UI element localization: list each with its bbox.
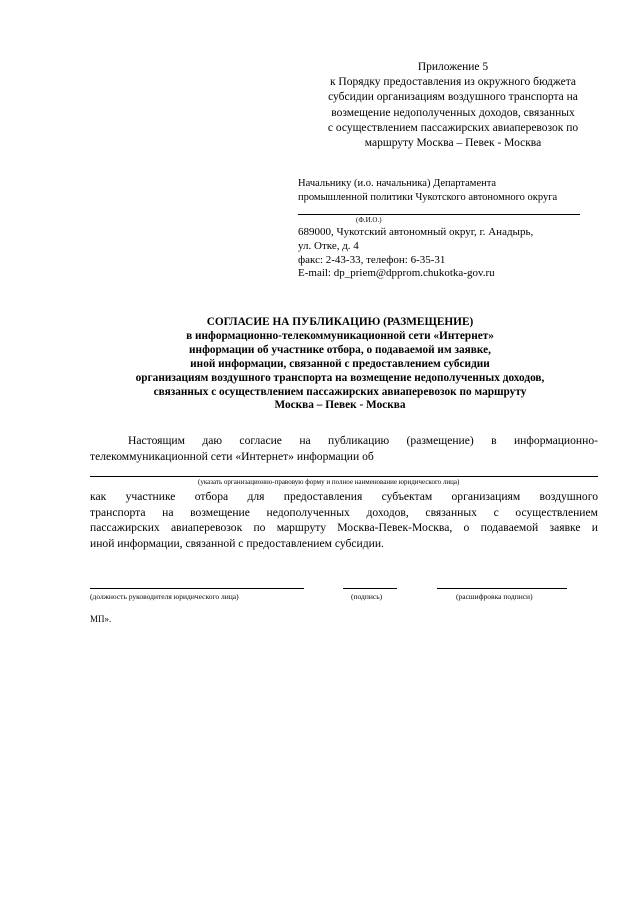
title-line: СОГЛАСИЕ НА ПУБЛИКАЦИЮ (РАЗМЕЩЕНИЕ) <box>206 316 474 328</box>
decode-caption: (расшифровка подписи) <box>456 592 533 601</box>
consent-paragraph-1 <box>90 433 598 464</box>
contact-line: E-mail: dp_priem@dpprom.chukotka-gov.ru <box>298 267 495 280</box>
appendix-line: маршруту Москва – Певек - Москва <box>364 137 542 150</box>
appendix-line: к Порядку предоставления из окружного бюджета <box>329 76 577 89</box>
title-line: связанных с осуществлением пассажирских авиаперевозок по маршруту <box>153 385 527 398</box>
title-line: Москва – Певек - Москва <box>274 399 406 412</box>
consent-line: транспорта на возмещение недополученных доходов, связанных с осуществлением <box>90 505 598 519</box>
consent-line: Настоящим даю согласие на публикацию (размещение) в информационно- <box>128 434 598 447</box>
title-line: организациям воздушного транспорта на возмещение недополученных доходов, <box>135 371 545 384</box>
contact-block <box>298 226 533 281</box>
appendix-header <box>298 60 608 151</box>
addressee-line: Начальнику (и.о. начальника) Департамента <box>298 178 497 189</box>
appendix-line: Приложение 5 <box>417 61 489 73</box>
fio-field-line[interactable] <box>298 214 580 215</box>
title-line: иной информации, связанной с предоставлением субсидии <box>190 357 490 370</box>
title-line: в информационно-телекоммуникационной сети «Интернет» <box>186 329 494 342</box>
appendix-line: с осуществлением пассажирских авиаперевозок по <box>327 121 579 134</box>
org-name-field-line[interactable] <box>90 476 598 477</box>
signature-field-line[interactable] <box>343 588 397 589</box>
fio-caption: (Ф.И.О.) <box>356 216 382 224</box>
addressee-block <box>298 177 618 204</box>
consent-line: телекоммуникационной сети «Интернет» информации об <box>90 449 374 463</box>
consent-line: иной информации, связанной с предоставлением субсидии. <box>90 536 384 550</box>
position-field-line[interactable] <box>90 588 304 589</box>
consent-line: как участнике отбора для предоставления субъектам организациям воздушного <box>90 490 598 503</box>
title-line: информации об участнике отбора, о подаваемой им заявке, <box>189 343 491 356</box>
document-title <box>90 316 590 413</box>
contact-line: факс: 2-43-33, телефон: 6-35-31 <box>298 253 446 266</box>
consent-paragraph-2 <box>90 489 598 551</box>
consent-line: пассажирских авиаперевозок по маршруту Москва-Певек-Москва, о подаваемой заявке и <box>90 521 598 535</box>
contact-line: ул. Отке, д. 4 <box>298 239 359 252</box>
signature-caption: (подпись) <box>351 592 383 601</box>
appendix-line: возмещение недополученных доходов, связанных <box>331 106 575 119</box>
org-caption: (указать организационно-правовую форму и полное наименование юридического лица) <box>198 478 460 486</box>
position-caption: (должность руководителя юридического лица) <box>90 592 239 601</box>
addressee-line: промышленной политики Чукотского автономного округа <box>298 191 558 203</box>
decode-field-line[interactable] <box>437 588 567 589</box>
contact-line: 689000, Чукотский автономный округ, г. Анадырь, <box>298 226 534 238</box>
stamp-mark: МП». <box>90 614 112 624</box>
appendix-line: субсидии организациям воздушного транспорта на <box>328 91 578 104</box>
